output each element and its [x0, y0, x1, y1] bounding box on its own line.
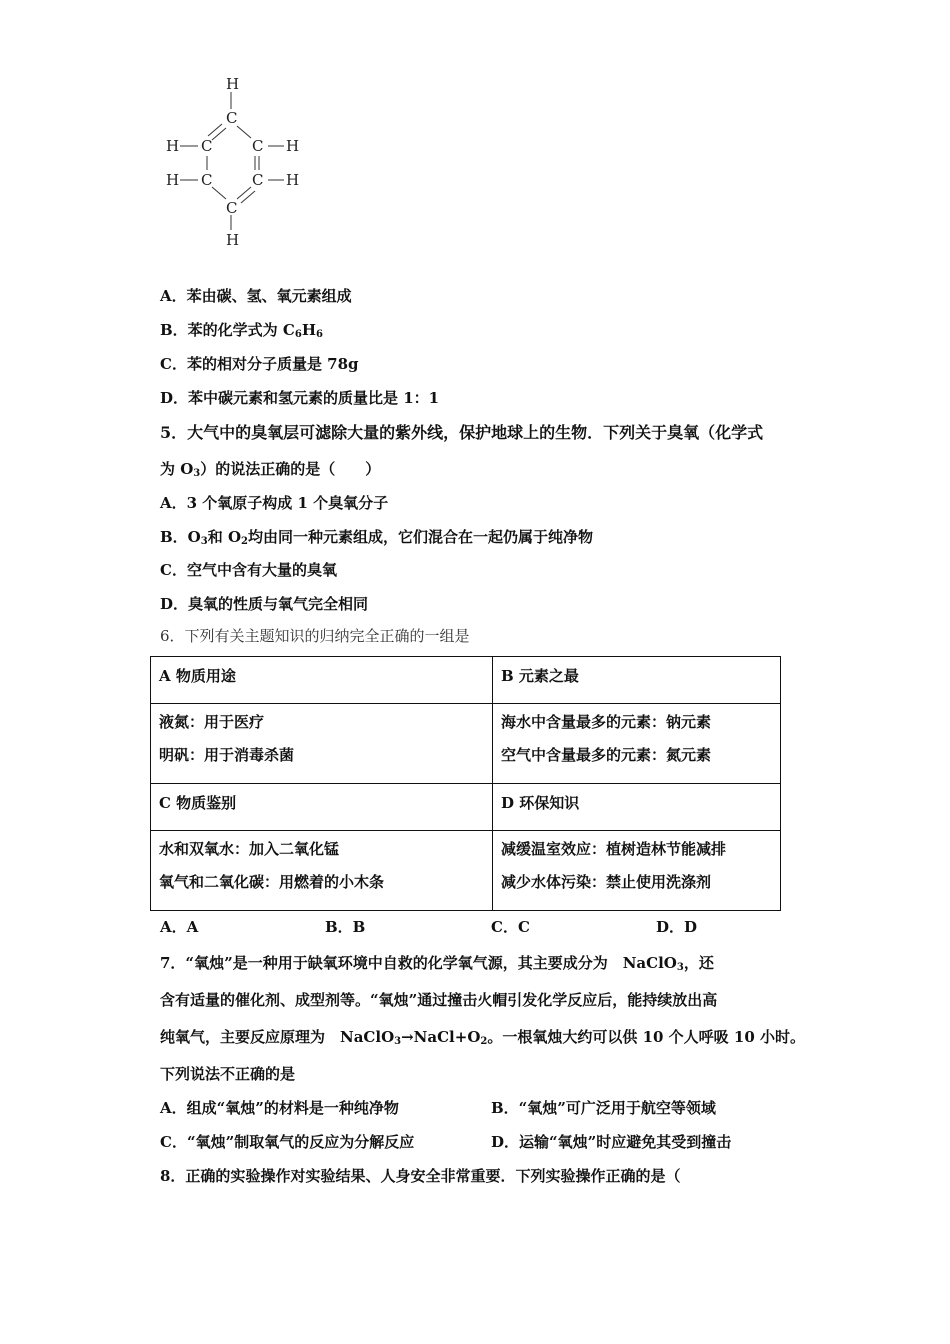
q6-option-d: D．D — [656, 918, 698, 936]
q6-option-b: B．B — [325, 918, 366, 936]
q7-stem-line1-a: 7．“氧烛”是一种用于缺氧环境中自救的化学氧气源，其主要成分为 NaClO — [160, 954, 677, 972]
q7-option-a: A．组成“氧烛”的材料是一种纯净物 — [160, 1099, 399, 1117]
atom-c-lower-right: C — [252, 171, 264, 189]
q8-stem-line1: 8．正确的实验操作对实验结果、人身安全非常重要．下列实验操作正确的是（ — [160, 1167, 681, 1185]
q7-stem-line3-a: 纯氧气，主要反应原理为 NaClO — [160, 1028, 395, 1046]
q4-option-b-sub2: 6 — [316, 329, 323, 340]
q4-option-b-text: B．苯的化学式为 C — [160, 321, 295, 339]
q7-stem-line2: 含有适量的催化剂、成型剂等。“氧烛”通过撞击火帽引发化学反应后，能持续放出高 — [160, 991, 718, 1009]
q7-stem-line3-sub2: 2 — [480, 1036, 488, 1047]
q5-option-b-sub2: 2 — [241, 536, 248, 547]
q5-stem-line1: 5．大气中的臭氧层可滤除大量的紫外线，保护地球上的生物．下列关于臭氧（化学式 — [160, 423, 764, 442]
q7-stem-line1-sub: 3 — [676, 962, 684, 973]
table-cell-c-line2: 氧气和二氧化碳：用燃着的小木条 — [159, 873, 385, 891]
q5-option-b-sub1: 3 — [200, 536, 208, 547]
table-cell-c-line1: 水和双氧水：加入二氧化锰 — [159, 840, 340, 858]
table-cell-b-body — [493, 704, 781, 784]
q5-stem-line2-sub: 3 — [193, 468, 201, 479]
q4-option-a: A．苯由碳、氢、氧元素组成 — [160, 287, 352, 305]
q5-stem-line2-b: ）的说法正确的是（ ） — [200, 460, 381, 478]
atom-h-lower-left: H — [166, 171, 180, 189]
q4-option-b — [160, 320, 323, 340]
q4-option-b-sub1: 6 — [294, 329, 302, 340]
q4-option-b-mid: H — [301, 321, 316, 339]
table-cell-b-line2: 空气中含量最多的元素：氮元素 — [501, 746, 712, 764]
q5-option-c: C．空气中含有大量的臭氧 — [160, 561, 337, 579]
table-cell-b-line1: 海水中含量最多的元素：钠元素 — [501, 713, 712, 731]
q6-table — [150, 656, 781, 911]
atom-h-lower-right: H — [286, 171, 300, 189]
table-cell-a-body — [151, 704, 493, 784]
q7-stem-line3 — [160, 1027, 805, 1047]
table-cell-d-line2: 减少水体污染：禁止使用洗涤剂 — [501, 873, 712, 891]
q4-option-d: D．苯中碳元素和氢元素的质量比是 1：1 — [160, 389, 440, 407]
atom-c-upper-right: C — [252, 137, 264, 155]
q7-stem-line1 — [160, 953, 714, 973]
benzene-bonds — [160, 72, 310, 252]
q6-option-a: A．A — [160, 918, 199, 936]
table-cell-d-body — [493, 831, 781, 911]
q6-option-c: C．C — [491, 918, 530, 936]
atom-c-bottom: C — [226, 199, 238, 217]
atom-h-top: H — [226, 75, 240, 93]
table-row — [151, 831, 781, 911]
q7-stem-line3-sub1: 3 — [394, 1036, 402, 1047]
atom-c-lower-left: C — [201, 171, 213, 189]
atom-h-bottom: H — [226, 231, 240, 249]
table-cell-d-head: D 环保知识 — [493, 784, 781, 831]
q7-option-b: B．“氧烛”可广泛用于航空等领域 — [491, 1099, 716, 1117]
q7-option-c: C．“氧烛”制取氧气的反应为分解反应 — [160, 1133, 415, 1151]
atom-c-upper-left: C — [201, 137, 213, 155]
q5-option-d: D．臭氧的性质与氧气完全相同 — [160, 595, 369, 613]
table-cell-a-head: A 物质用途 — [151, 657, 493, 704]
q5-option-b — [160, 527, 593, 547]
q7-stem-line3-c: 。一根氧烛大约可以供 10 个人呼吸 10 小时。 — [487, 1028, 805, 1046]
benzene-structure — [160, 72, 310, 252]
q4-option-c: C．苯的相对分子质量是 78g — [160, 355, 359, 373]
atom-h-upper-right: H — [286, 137, 300, 155]
q7-stem-line4: 下列说法不正确的是 — [160, 1065, 296, 1083]
table-cell-a-line1: 液氮：用于医疗 — [159, 713, 265, 731]
table-cell-c-body — [151, 831, 493, 911]
q7-stem-line1-b: ，还 — [683, 954, 714, 972]
table-cell-d-line1: 减缓温室效应：植树造林节能减排 — [501, 840, 727, 858]
q5-option-b-a: B．O — [160, 528, 201, 546]
q5-option-b-b: 和 O — [207, 528, 242, 546]
q7-stem-line3-b: →NaCl+O — [401, 1028, 481, 1046]
atom-h-upper-left: H — [166, 137, 180, 155]
q7-option-d: D．运输“氧烛”时应避免其受到撞击 — [491, 1133, 732, 1151]
q5-stem-line2-a: 为 O — [160, 460, 194, 478]
table-row — [151, 657, 781, 704]
table-row — [151, 704, 781, 784]
table-cell-a-line2: 明矾：用于消毒杀菌 — [159, 746, 295, 764]
table-row — [151, 784, 781, 831]
q5-option-b-c: 均由同一种元素组成，它们混合在一起仍属于纯净物 — [247, 528, 593, 546]
q5-option-a: A．3 个氧原子构成 1 个臭氧分子 — [160, 494, 389, 512]
q5-stem-line2 — [160, 459, 380, 479]
atom-c-top: C — [226, 109, 238, 127]
table-cell-c-head: C 物质鉴别 — [151, 784, 493, 831]
table-cell-b-head: B 元素之最 — [493, 657, 781, 704]
q6-stem: 6．下列有关主题知识的归纳完全正确的一组是 — [160, 627, 470, 645]
